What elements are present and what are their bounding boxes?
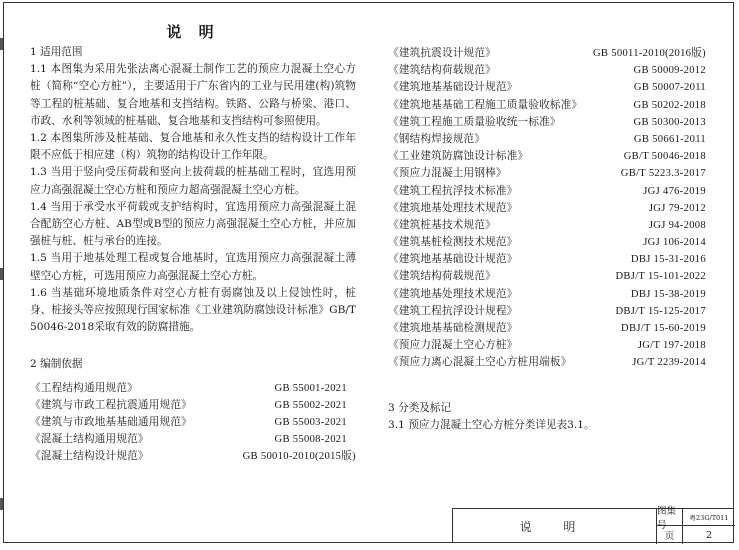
- standard-code: GB 55008-2021: [274, 434, 347, 446]
- left-column: [30, 44, 356, 466]
- standard-row: [388, 62, 706, 79]
- standard-name: 《预应力混凝土空心方桩》: [388, 339, 518, 352]
- standard-row: [388, 217, 706, 234]
- standard-name: 《建筑抗震设计规范》: [388, 47, 496, 59]
- atlas-number-label: 图集号: [657, 509, 683, 526]
- standard-code: DBJ 15-38-2019: [630, 288, 706, 300]
- standard-code: JGJ 106-2014: [643, 237, 706, 249]
- standard-row: [388, 354, 706, 371]
- standard-code: JG/T 197-2018: [637, 340, 706, 352]
- standard-row: [388, 200, 706, 217]
- standard-row: [388, 183, 706, 200]
- title-block-name: 说 明: [453, 509, 657, 544]
- standard-row: [30, 380, 356, 397]
- standard-name: 《预应力离心混凝土空心方桩用端板》: [388, 356, 572, 369]
- section-1-heading: 1 适用范围: [30, 46, 83, 58]
- atlas-number: 粤23G/T011: [683, 509, 735, 526]
- page-label: 页: [657, 526, 683, 544]
- standard-code: GB 50300-2013: [633, 116, 706, 128]
- clause-1-1: 1.1 本图集为采用先张法离心混凝土制作工艺的预应力混凝土空心方桩（简称“空心方桩”），主要适用于广东省内的工业与民用建(构)筑物等工程的桩基础、复合地基和支挡结构。铁路、公路与桥梁、港口、市政、水利等领域的桩基础、复合地基和支挡结构可参照使用。: [30, 63, 356, 127]
- standards-list-left: [30, 380, 356, 466]
- standard-code: DBJ/T 15-125-2017: [615, 305, 706, 317]
- standard-code: GB/T 50046-2018: [623, 151, 706, 163]
- standard-code: GB 55003-2021: [274, 417, 347, 428]
- standard-row: [388, 320, 706, 337]
- clause-1-5: 1.5 当用于地基处理工程或复合地基时，宜选用预应力高强混凝土薄壁空心方桩，可选用预应力高强混凝土空心方桩。: [30, 252, 356, 282]
- standard-code: GB 50202-2018: [633, 99, 706, 111]
- standard-row: [388, 251, 706, 268]
- clause-3-1: 3.1 预应力混凝土空心方桩分类详见表3.1。: [388, 418, 595, 431]
- section-2-heading: 2 编制依据: [30, 358, 83, 371]
- standard-name: 《建筑基桩检测技术规范》: [388, 236, 518, 249]
- standard-name: 《建筑地基基础检测规范》: [388, 322, 518, 334]
- standard-code: GB 50661-2011: [633, 133, 706, 145]
- standard-code: DBJ 15-31-2016: [630, 254, 706, 266]
- standard-row: [388, 114, 706, 131]
- standard-name: 《钢结构焊接规范》: [388, 132, 486, 145]
- standard-row: [30, 431, 356, 448]
- standard-name: 《建筑地基基础工程施工质量验收标准》: [388, 98, 583, 111]
- standard-row: [388, 131, 706, 148]
- standard-code: JGJ 94-2008: [648, 219, 706, 231]
- standard-code: DBJ/T 15-60-2019: [621, 323, 706, 334]
- standard-code: JG/T 2239-2014: [632, 357, 706, 369]
- standard-code: GB 55002-2021: [274, 399, 347, 411]
- standard-code: JGJ 79-2012: [648, 202, 706, 214]
- standard-name: 《建筑地基基础设计规范》: [388, 81, 518, 94]
- standard-code: GB 55001-2021: [274, 382, 347, 394]
- standard-name: 《建筑工程抗浮技术标准》: [388, 184, 518, 197]
- standard-row: [388, 148, 706, 165]
- standard-name: 《建筑地基处理技术规范》: [388, 287, 518, 300]
- standard-code: GB 50009-2012: [633, 65, 706, 77]
- standard-code: GB 50007-2011: [633, 82, 706, 94]
- standard-name: 《工业建筑防腐蚀设计标准》: [388, 150, 529, 163]
- page-title: 说 明: [166, 23, 220, 41]
- title-block: [452, 508, 734, 543]
- standard-name: 《预应力混凝土用钢棒》: [388, 167, 507, 180]
- page-number: 2: [705, 529, 713, 541]
- standard-name: 《建筑工程施工质量验收统一标准》: [388, 115, 561, 128]
- standard-code: JGJ 476-2019: [643, 185, 706, 197]
- standard-row: [388, 234, 706, 251]
- standard-name: 《建筑工程抗浮设计规程》: [388, 304, 518, 317]
- standard-name: 《建筑与市政工程抗震通用规范》: [30, 398, 192, 411]
- clause-1-3: 1.3 当用于竖向受压荷载和竖向上拔荷载的桩基础工程时，宜选用预应力高强混凝土空心方桩和预应力超高强混凝土空心方桩。: [30, 166, 356, 196]
- clause-1-6: 1.6 当基础环境地质条件对空心方桩有弱腐蚀及以上侵蚀性时，桩身、桩接头等应按照现行国家标准《工业建筑防腐蚀设计标准》GB/T 50046-2018采取有效的防腐措施。: [30, 286, 356, 334]
- clause-1-4: 1.4 当用于承受水平荷载或支护结构时，宜选用预应力高强混凝土混合配筋空心方桩、AB型或B型的预应力高强混凝土空心方桩，并应加强桩与桩、桩与承台的连接。: [30, 200, 356, 248]
- standard-name: 《混凝土结构设计规范》: [30, 450, 149, 463]
- standard-row: [388, 97, 706, 114]
- standard-name: 《建筑地基处理技术规范》: [388, 201, 518, 214]
- standard-row: [388, 165, 706, 182]
- standard-name: 《建筑与市政地基基础通用规范》: [30, 416, 192, 428]
- standard-row: [30, 414, 356, 431]
- standard-name: 《混凝土结构通用规范》: [30, 433, 149, 446]
- standard-code: GB 50011-2010(2016版): [592, 48, 706, 59]
- standard-code: GB/T 5223.3-2017: [620, 168, 706, 180]
- standard-row: [388, 337, 706, 354]
- standard-name: 《建筑地基基础设计规范》: [388, 253, 518, 266]
- standard-name: 《建筑结构荷载规范》: [388, 64, 496, 77]
- clause-1-2: 1.2 本图集所涉及桩基础、复合地基和永久性支挡的结构设计工作年限不应低于相应建（构）筑物的结构设计工作年限。: [30, 132, 356, 162]
- standard-name: 《建筑桩基技术规范》: [388, 218, 496, 231]
- standard-row: [30, 448, 356, 465]
- standard-row: [30, 397, 356, 414]
- standard-row: [388, 286, 706, 303]
- standard-code: DBJ/T 15-101-2022: [615, 271, 706, 283]
- right-column: [388, 45, 706, 434]
- standard-row: [388, 45, 706, 62]
- standard-name: 《建筑结构荷载规范》: [388, 270, 496, 283]
- standard-row: [388, 79, 706, 96]
- standard-code: GB 50010-2010(2015版): [242, 451, 356, 463]
- standards-list-right: [388, 45, 706, 372]
- standard-row: [388, 268, 706, 285]
- standard-name: 《工程结构通用规范》: [30, 381, 138, 394]
- section-3-heading: 3 分类及标记: [388, 401, 452, 414]
- standard-row: [388, 303, 706, 320]
